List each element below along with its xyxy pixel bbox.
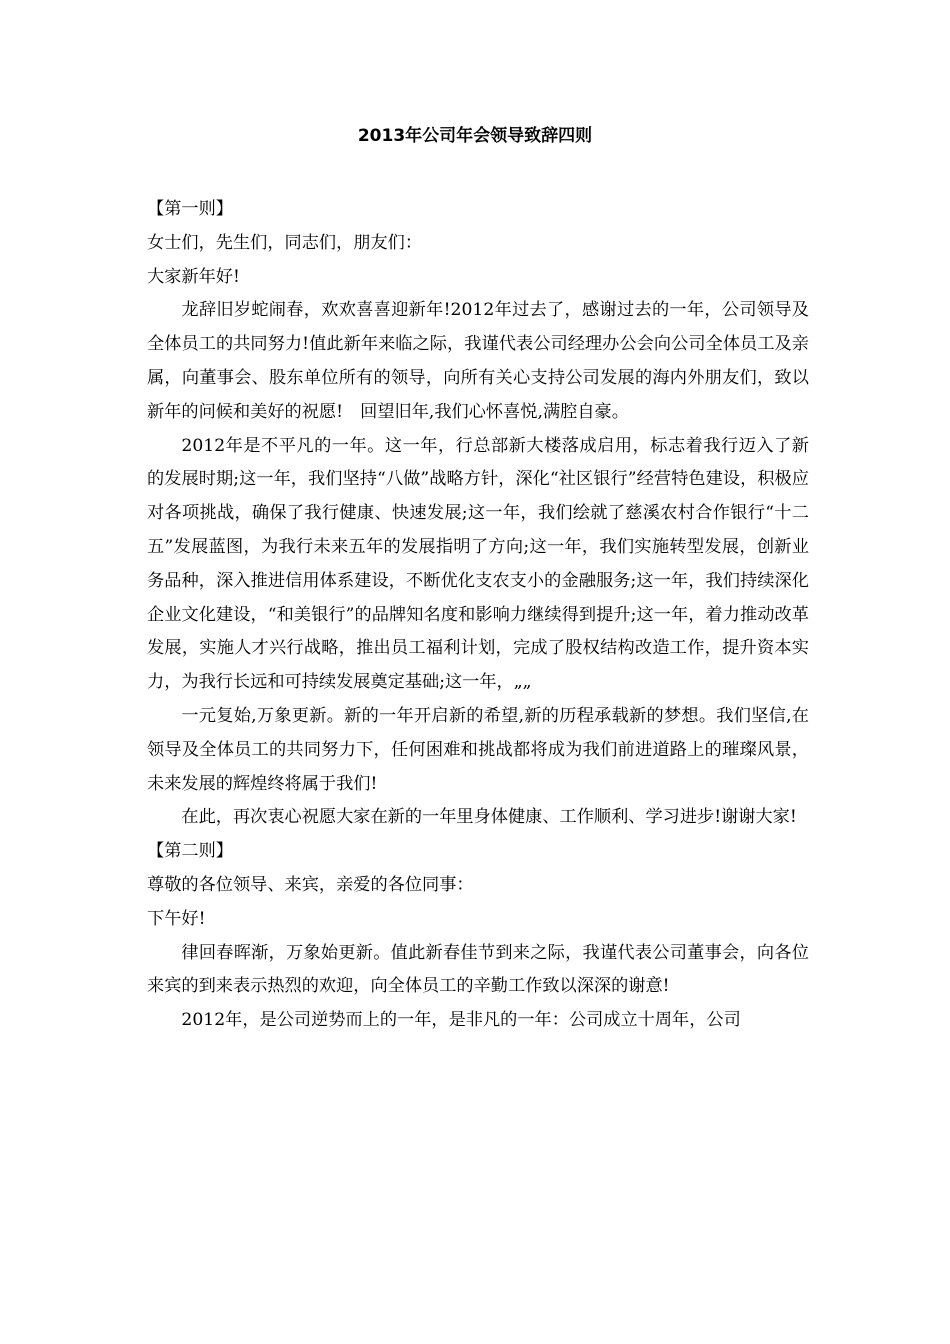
document-title: 2013年公司年会领导致辞四则	[357, 126, 593, 146]
paragraph-1: 龙辞旧岁蛇闹春，欢欢喜喜迎新年!2012年过去了，感谢过去的一年，公司领导及全体员工的共同努力!值此新年来临之际，我谨代表公司经理办公会向公司全体员工及亲属，向董事会、股东单位所有的领导，向所有关心支持公司发展的海内外朋友们，致以新年的问候和美好的祝愿! 回望旧年,我们心怀喜悦,满腔自豪。	[147, 300, 809, 422]
salutation-2: 尊敬的各位领导、来宾，亲爱的各位同事：	[147, 874, 474, 895]
section-heading-1: 【第一则】	[147, 199, 233, 219]
paragraph-2: 2012年是不平凡的一年。这一年，行总部新大楼落成启用，标志着我行迈入了新的发展时期;这一年，我们坚持“八做”战略方针，深化“社区银行”经营特色建设，积极应对各项挑战，确保了我行健康、快速发展;这一年，我们绘就了慈溪农村合作银行“十二五”发展蓝图，为我行未来五年的发展指明了方向;这一年，我们实施转型发展，创新业务品种，深入推进信用体系建设，不断优化支农支小的金融服务;这一年，我们持续深化企业文化建设，“和美银行”的品牌知名度和影响力继续得到提升;这一年，着力推动改革发展，实施人才兴行战略，推出员工福利计划，完成了股权结构改造工作，提升资本实力，为我行长远和可持续发展奠定基础;这一年，„„	[147, 435, 809, 693]
paragraph-3: 一元复始,万象更新。新的一年开启新的希望,新的历程承载新的梦想。我们坚信,在领导及全体员工的共同努力下，任何困难和挑战都将成为我们前进道路上的璀璨风景，未来发展的辉煌终将属于我们!	[147, 705, 809, 794]
section-heading-2: 【第二则】	[147, 841, 233, 862]
greeting-2: 下午好!	[147, 908, 206, 929]
greeting-1: 大家新年好!	[147, 266, 240, 287]
document-body	[147, 193, 809, 1038]
salutation-1: 女士们，先生们，同志们，朋友们：	[147, 232, 423, 253]
paragraph-5: 律回春晖渐，万象始更新。值此新春佳节到来之际，我谨代表公司董事会，向各位来宾的到来表示热烈的欢迎，向全体员工的辛勤工作致以深深的谢意!	[147, 942, 809, 997]
paragraph-6: 2012年，是公司逆势而上的一年，是非凡的一年：公司成立十周年，公司	[181, 1010, 741, 1031]
paragraph-4: 在此，再次衷心祝愿大家在新的一年里身体健康、工作顺利、学习进步!谢谢大家!	[181, 807, 797, 828]
